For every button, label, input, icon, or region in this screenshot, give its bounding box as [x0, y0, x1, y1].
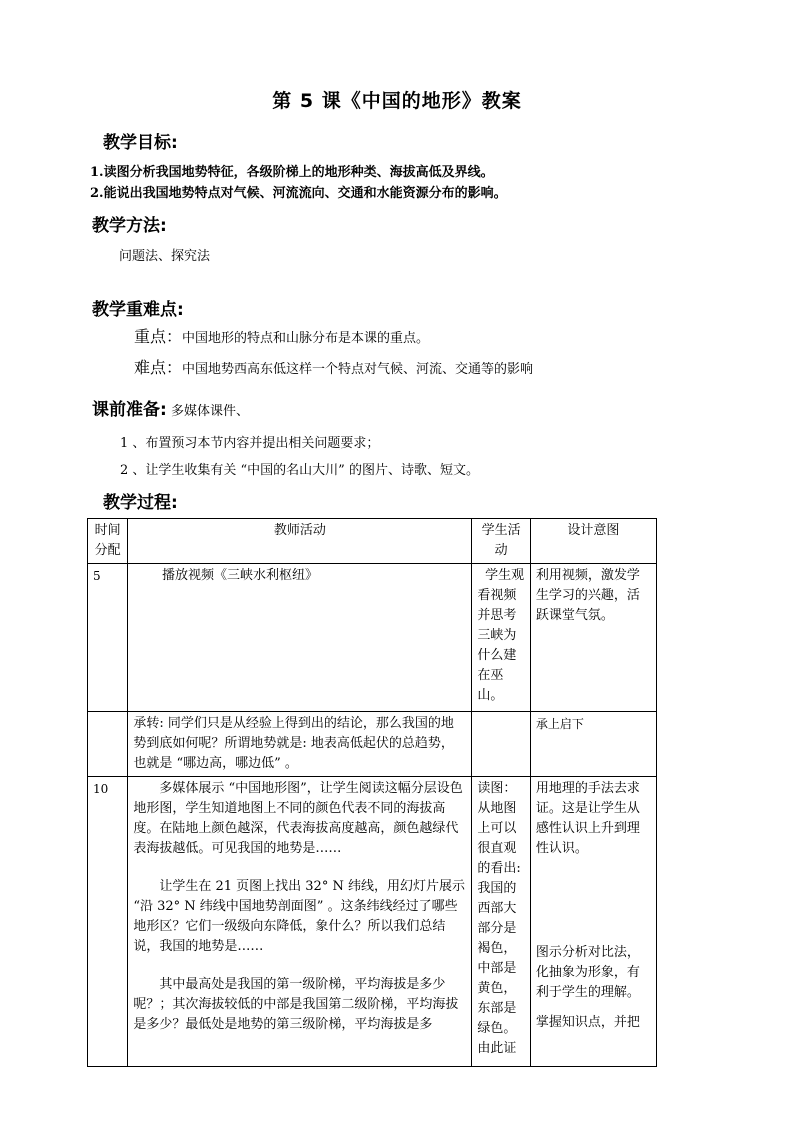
header-student: 学生活动	[472, 519, 531, 564]
table-header-row	[88, 519, 657, 564]
row2-student	[472, 712, 531, 777]
methods-text: 问题法、探究法	[119, 249, 211, 264]
objectives-heading: 教学目标:	[103, 133, 178, 153]
row2-intent: 承上启下	[530, 712, 656, 777]
methods-heading: 教学方法:	[92, 216, 167, 236]
preparation-line	[92, 395, 249, 420]
objective-item-2: 2.能说出我国地势特点对气候、河流流向、交通和水能资源分布的影响。	[90, 186, 507, 201]
row3-intent-1: 用地理的手法去求证。这是让学生从感性认识上升到理性认识。	[535, 781, 640, 856]
objective-item-1: 1.读图分析我国地势特征，各级阶梯上的地形种类、海拔高低及界线。	[90, 165, 494, 180]
difficulty-line	[134, 355, 533, 378]
row2-time	[88, 712, 128, 777]
header-intent: 设计意图	[530, 519, 656, 564]
row3-teacher-para-1: 多媒体展示 “中国地形图”，让学生阅读这幅分层设色地形图，学生知道地图上不同的颜色代表不同的海拔高度。在陆地上颜色越深，代表海拔高度越高，颜色越绿代表海拔越低。可见我国的地势是……	[133, 781, 463, 856]
preparation-item-1: 1 、布置预习本节内容并提出相关问题要求；	[120, 436, 380, 451]
row3-intent-3: 掌握知识点，并把	[535, 1015, 640, 1030]
header-time: 时间分配	[88, 519, 128, 564]
row1-teacher-text: 播放视频《三峡水利枢纽》	[161, 568, 318, 583]
row3-student: 读图：从地图上可以很直观的看出: 我国的西部大部分是褐色，中部是黄色，东部是绿色。由此证	[472, 777, 531, 1067]
preparation-heading: 课前准备:	[92, 400, 167, 420]
teaching-process-table	[87, 518, 657, 1067]
row3-intent	[530, 777, 656, 1067]
table-row	[88, 777, 657, 1067]
focus-label: 重点：	[134, 327, 183, 346]
difficulty-text: 中国地势西高东低这样一个特点对气候、河流、交通等的影响	[182, 362, 534, 377]
table-row	[88, 564, 657, 712]
row3-intent-2: 图示分析对比法，化抽象为形象，有利于学生的理解。	[535, 945, 640, 1000]
header-teacher: 教师活动	[128, 519, 472, 564]
table-row	[88, 712, 657, 777]
row3-teacher	[128, 777, 472, 1067]
process-heading: 教学过程:	[103, 493, 178, 513]
difficulty-label: 难点：	[134, 358, 183, 377]
row3-time: 10	[88, 777, 128, 1067]
row3-teacher-para-3: 其中最高处是我国的第一级阶梯，平均海拔是多少呢？；其次海拔较低的中部是我国第二级阶梯，平均海拔是多少？最低处是地势的第三级阶梯，平均海拔是多	[133, 977, 459, 1032]
preparation-text: 多媒体课件、	[170, 404, 249, 419]
page-title: 第 5 课《中国的地形》教案	[272, 90, 522, 112]
row1-time: 5	[88, 564, 128, 712]
key-points-heading: 教学重难点:	[92, 300, 184, 320]
focus-line	[134, 324, 429, 347]
preparation-item-2: 2 、让学生收集有关 “中国的名山大川” 的图片、诗歌、短文。	[120, 463, 479, 478]
row2-teacher: 承转: 同学们只是从经验上得到出的结论，那么我国的地势到底如何呢？所谓地势就是: 地表高低起伏的总趋势，也就是 “哪边高，哪边低” 。	[128, 712, 472, 777]
row1-student: 学生观看视频并思考三峡为什么建在巫山。	[472, 564, 531, 712]
focus-text: 中国地形的特点和山脉分布是本课的重点。	[182, 331, 430, 346]
row1-intent: 利用视频，激发学生学习的兴趣，活跃课堂气氛。	[530, 564, 656, 712]
row3-teacher-para-2: 让学生在 21 页图上找出 32° N 纬线，用幻灯片展示 “沿 32° N 纬线中国地势剖面图” 。这条纬线经过了哪些地形区？它们一级级向东降低，象什么？所以我们总结说，我国的地势是……	[133, 879, 465, 954]
row1-teacher	[128, 564, 472, 712]
